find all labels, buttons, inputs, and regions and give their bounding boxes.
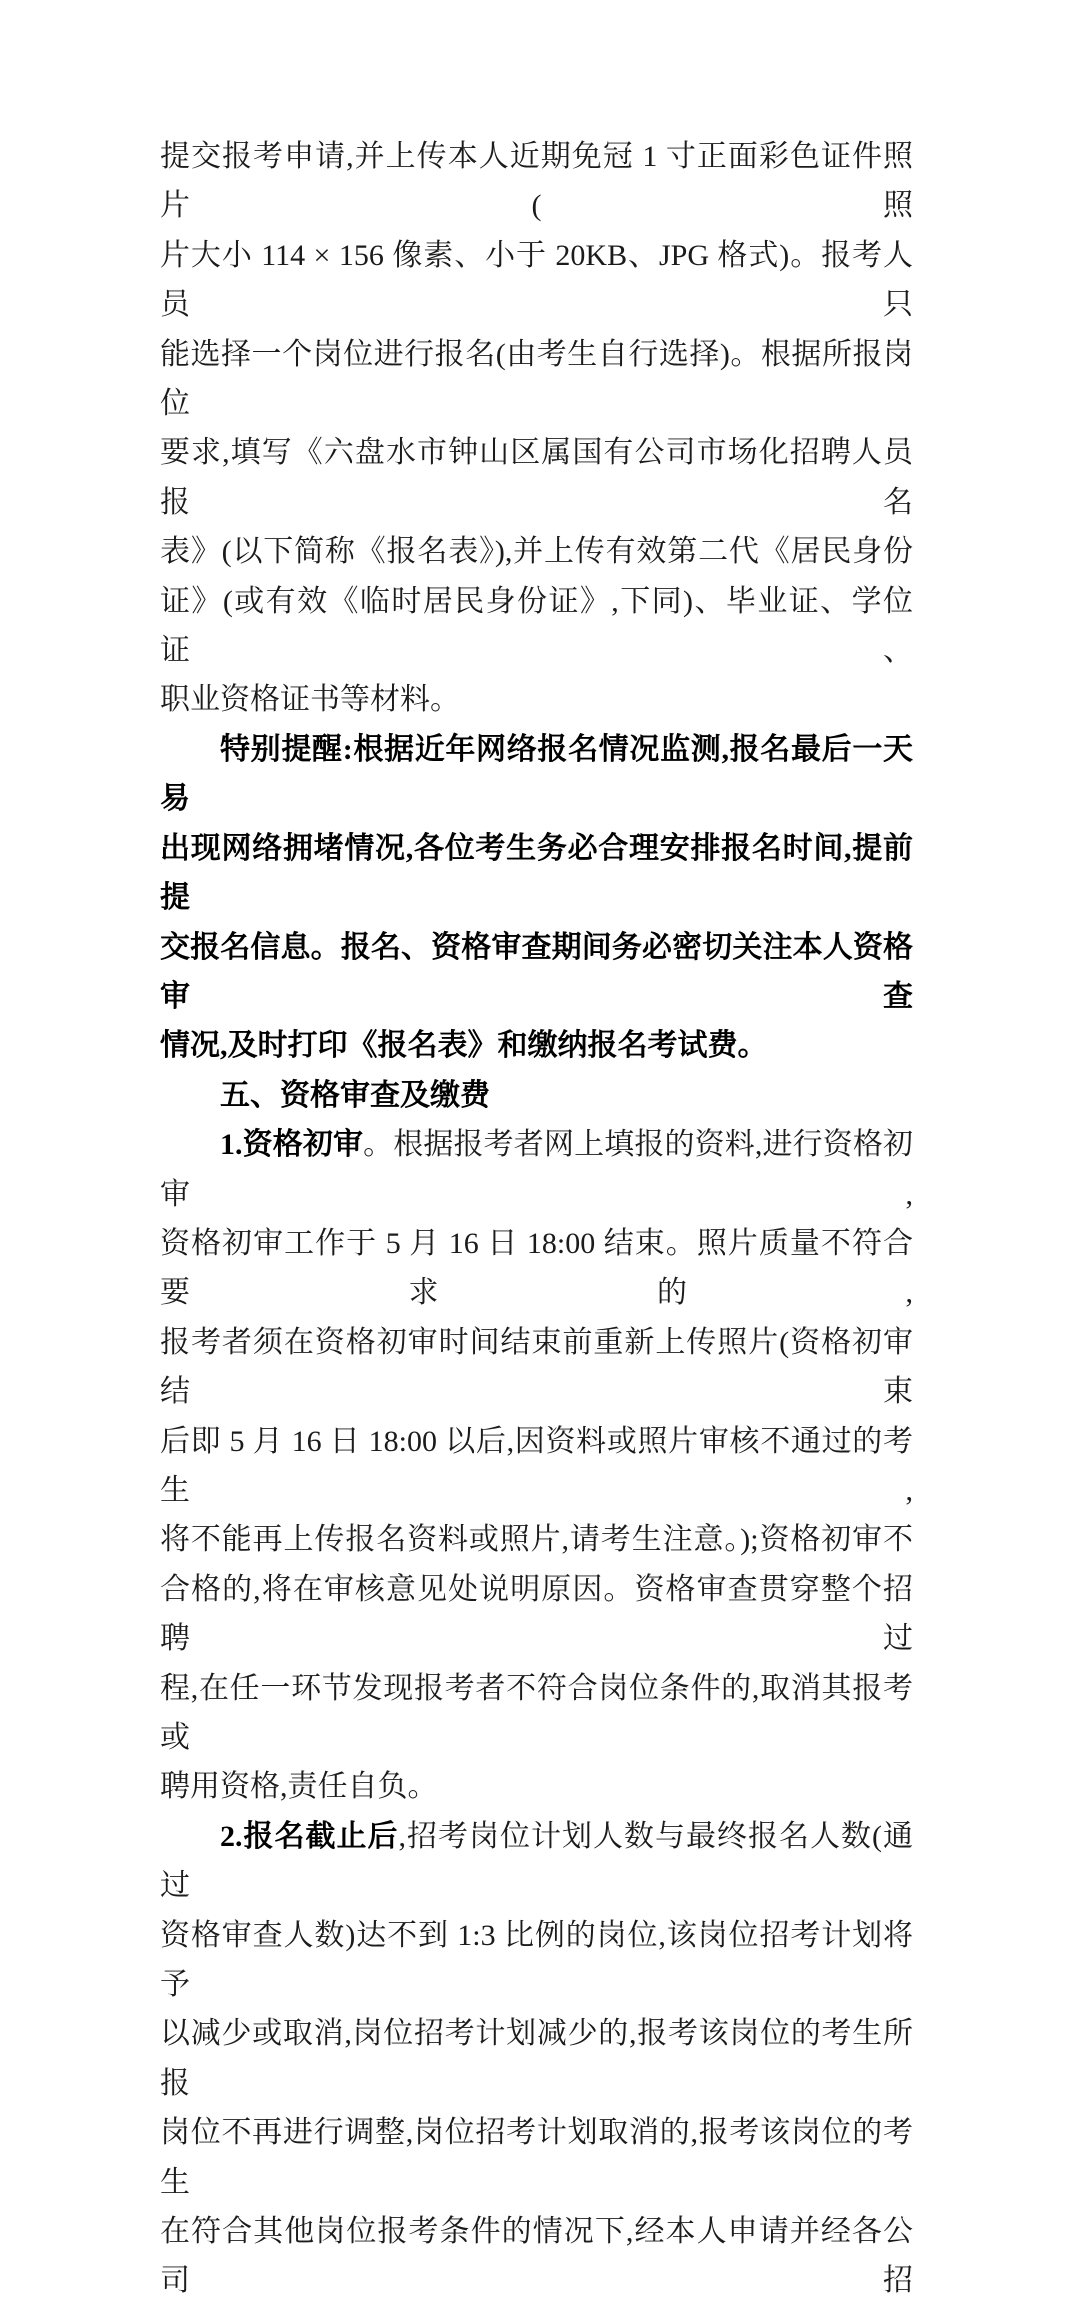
body-text-line: 职业资格证书等材料。: [160, 683, 460, 717]
body-text-line: 报考者须在资格初审时间结束前重新上传照片(资格初审结束: [160, 1325, 913, 1409]
body-text-line: 岗位不再进行调整,岗位招考计划取消的,报考该岗位的考生: [160, 2116, 913, 2199]
section-heading: 五、资格审查及缴费: [220, 1078, 490, 1112]
body-text-line: 资格审查人数)达不到 1:3 比例的岗位,该岗位招考计划将予: [160, 1918, 913, 2002]
body-text-line: 表》(以下简称《报名表》),并上传有效第二代《居民身份: [160, 535, 913, 569]
body-text-line: 后即 5 月 16 日 18:00 以后,因资料或照片审核不通过的考生,: [160, 1424, 913, 1507]
body-text-line: 资格初审工作于 5 月 16 日 18:00 结束。照片质量不符合要求的,: [160, 1226, 913, 1310]
body-text-line: 将不能再上传报名资料或照片,请考生注意。);资格初审不: [160, 1523, 913, 1557]
body-text-line: 以减少或取消,岗位招考计划减少的,报考该岗位的考生所报: [160, 2017, 913, 2100]
item1-lead-rest: 。根据报考者网上填报的资料,进行资格初审,: [160, 1128, 914, 1211]
item2-lead-rest: ,招考岗位计划人数与最终报名人数(通过: [160, 1819, 913, 1903]
item2-first-line: [160, 1812, 913, 1911]
document-body: [160, 132, 913, 2306]
body-text-line: 聘用资格,责任自负。: [160, 1770, 438, 1804]
item1-lead: 1.资格初审: [220, 1128, 364, 1162]
item1-first-line: [160, 1120, 913, 1219]
body-text-line: 证》(或有效《临时居民身份证》,下同)、毕业证、学位证、: [160, 584, 913, 668]
body-text-line: 片大小 114 × 156 像素、小于 20KB、JPG 格式)。报考人员只: [160, 238, 913, 322]
special-notice-line: 情况,及时打印《报名表》和缴纳报名考试费。: [160, 1029, 768, 1063]
special-notice-line: 出现网络拥堵情况,各位考生务必合理安排报名时间,提前提: [160, 831, 913, 915]
body-text-line: 合格的,将在审核意见处说明原因。资格审查贯穿整个招聘过: [160, 1572, 913, 1656]
body-text-line: 能选择一个岗位进行报名(由考生自行选择)。根据所报岗位: [160, 337, 913, 421]
special-notice-line: 交报名信息。报名、资格审查期间务必密切关注本人资格审查: [160, 930, 913, 1013]
item2-lead: 2.报名截止后: [220, 1819, 399, 1853]
body-text-line: 提交报考申请,并上传本人近期免冠 1 寸正面彩色证件照片(照: [160, 140, 913, 223]
body-text-line: 要求,填写《六盘水市钟山区属国有公司市场化招聘人员报名: [160, 436, 913, 519]
special-notice-line: 特别提醒:根据近年网络报名情况监测,报名最后一天易: [160, 732, 913, 816]
body-text-line: 在符合其他岗位报考条件的情况下,经本人申请并经各公司招: [160, 2215, 913, 2298]
body-text-line: 程,在任一环节发现报考者不符合岗位条件的,取消其报考或: [160, 1671, 913, 1754]
